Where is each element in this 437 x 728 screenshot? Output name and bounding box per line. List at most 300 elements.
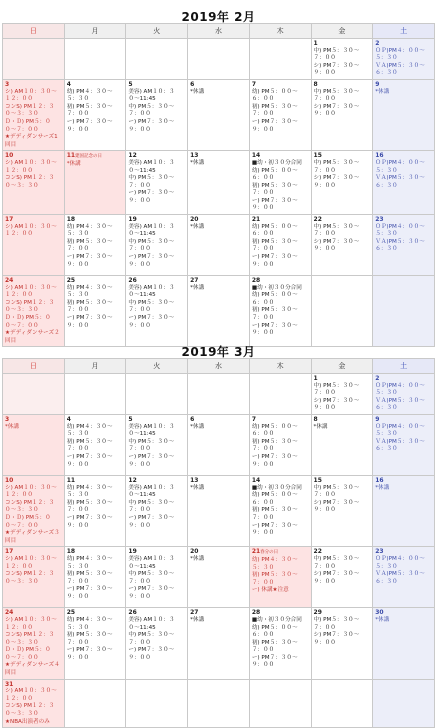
day-cell xyxy=(64,679,126,728)
class-entry: *休講 xyxy=(190,159,205,166)
day-cell xyxy=(64,215,126,276)
feb-calendar xyxy=(2,23,435,347)
day-number: 12 xyxy=(128,476,137,484)
class-entry: 初) PM５：３０〜７：００ xyxy=(66,238,113,253)
class-entry: ■幼・初３０分合同 xyxy=(251,284,302,291)
feb-weekday-header: 金 xyxy=(311,24,373,39)
day-cell xyxy=(3,39,65,80)
class-entry: 美容) AM１０：３０〜11:45 xyxy=(128,159,175,174)
class-entry: 美容) AM１０：３０〜11:45 xyxy=(128,616,175,631)
day-cell xyxy=(3,475,65,546)
mar-week-row xyxy=(3,475,435,546)
class-entry: 幼) PM５：００〜６：００ xyxy=(251,423,298,438)
class-entry: ＶＡ)PM５：３０〜６：３０ xyxy=(375,62,425,77)
class-entry: ー) PM７：３０〜９：００ xyxy=(251,522,298,537)
day-cell xyxy=(3,679,65,728)
class-entry: シ) AM１０：３０〜１２：００ xyxy=(5,484,57,499)
day-cell xyxy=(373,215,435,276)
class-entry: 初) PM５：３０〜７：００ xyxy=(66,299,113,314)
day-cell xyxy=(126,215,188,276)
class-entry: ー) PM７：３０〜９：００ xyxy=(128,647,175,661)
class-entry: 幼) PM４：３０〜５：３０ xyxy=(66,284,113,299)
class-entry: *休講 xyxy=(190,223,205,230)
day-number: 11 xyxy=(66,152,76,160)
class-entry: 初) PM５：３０〜７：００ xyxy=(251,507,298,521)
class-entry: ★デディダンサーズ２回目 xyxy=(5,330,60,344)
class-entry: 美容) AM１０：３０〜11:45 xyxy=(128,88,175,103)
holiday-note: 建国記念の日 xyxy=(75,154,103,160)
day-cell xyxy=(64,414,126,475)
day-cell xyxy=(311,215,373,276)
class-entry: コンS) PM１２：３０〜３：３０ xyxy=(5,632,55,646)
day-number: 12 xyxy=(128,152,137,160)
class-entry: コンS) PM１２：３０〜３：３０ xyxy=(5,103,55,118)
mar-week-row xyxy=(3,679,435,728)
day-number: 9 xyxy=(375,80,380,88)
day-cell xyxy=(126,39,188,80)
class-entry: *休講 xyxy=(190,484,205,491)
class-entry: ー) PM７：３０〜９：００ xyxy=(66,586,113,600)
class-entry: 幼) PM４：３０〜５：３０ xyxy=(66,223,113,238)
mar-weekday-header: 日 xyxy=(3,359,65,374)
class-entry: 美容) AM１０：３０〜11:45 xyxy=(128,484,175,499)
mar-week-row xyxy=(3,414,435,475)
class-entry: Ｄ・Ｄ) PM５：００〜７：００ xyxy=(5,315,51,329)
class-entry: 中) PM５：３０〜７：００ xyxy=(313,88,360,103)
class-entry: 中) PM５：３０〜７：００ xyxy=(128,175,175,189)
class-entry: 中) PM５：３０〜７：００ xyxy=(313,555,360,570)
day-cell xyxy=(373,151,435,215)
day-cell xyxy=(3,215,65,276)
class-entry: 初) PM５：３０〜７：００ xyxy=(251,103,298,118)
class-entry: ー) PM７：３０〜９：００ xyxy=(66,647,113,661)
day-cell xyxy=(249,215,311,276)
mar-week-row xyxy=(3,547,435,608)
feb-weekday-header: 月 xyxy=(64,24,126,39)
day-cell xyxy=(249,414,311,475)
class-entry: 幼) PM４：３０〜５：３０ xyxy=(66,555,113,570)
day-cell xyxy=(3,276,65,347)
class-entry: ■幼・初３０分合同 xyxy=(251,616,302,623)
class-entry: ＶＡ)PM５：３０〜６：３０ xyxy=(375,438,425,453)
class-entry: ★デディダンサーズ1回目 xyxy=(5,134,58,148)
day-number: 1 xyxy=(313,375,318,382)
day-number: 2 xyxy=(375,375,380,382)
day-cell xyxy=(126,374,188,415)
day-number: 8 xyxy=(313,415,318,423)
day-number: 14 xyxy=(251,152,261,160)
day-number: 20 xyxy=(190,548,199,556)
day-number: 3 xyxy=(5,415,10,423)
feb-weekday-header: 水 xyxy=(188,24,250,39)
feb-weekday-header: 土 xyxy=(373,24,435,39)
day-cell xyxy=(64,79,126,150)
day-cell xyxy=(126,414,188,475)
class-entry: シ) AM１０：３０〜１２：００ xyxy=(5,88,57,103)
day-number: 18 xyxy=(66,548,76,556)
feb-week-row xyxy=(3,151,435,215)
class-entry: シ) AM１０：３０〜１２：００ xyxy=(5,688,57,702)
day-number: 21 xyxy=(251,548,261,556)
day-cell xyxy=(311,374,373,415)
mar-month-title: 2019年 3月 xyxy=(181,345,256,359)
day-number: 31 xyxy=(5,680,14,688)
class-entry: Ｄ・Ｄ) PM５：００〜７：００ xyxy=(5,647,51,661)
class-entry: 美容) AM１０：３０〜11:45 xyxy=(128,223,175,238)
day-number: 16 xyxy=(375,152,384,160)
day-number: 22 xyxy=(313,548,322,556)
day-number: 25 xyxy=(66,609,76,617)
class-entry: 初) PM５：３０〜７：００ xyxy=(251,182,298,197)
day-cell xyxy=(126,475,188,546)
class-entry: ー) PM７：３０〜９：００ xyxy=(251,453,298,468)
day-cell xyxy=(373,79,435,150)
day-number: 27 xyxy=(190,609,199,617)
day-cell xyxy=(249,679,311,728)
class-entry: ■幼・初３０分合同 xyxy=(251,159,302,166)
feb-week-row xyxy=(3,276,435,347)
day-number: 10 xyxy=(5,152,14,160)
day-number: 4 xyxy=(66,415,71,423)
class-entry: 初) PM５：３０〜７：００ xyxy=(66,438,113,453)
day-cell xyxy=(311,414,373,475)
class-entry: シ) PM７：３０〜９：００ xyxy=(313,62,360,77)
class-entry: ＯＰ)PM４：００〜５：３０ xyxy=(375,223,425,238)
feb-month-title: 2019年 2月 xyxy=(181,10,256,24)
day-number: 29 xyxy=(313,609,322,617)
day-cell xyxy=(64,547,126,608)
class-entry: 初) PM５：３０〜７：００ xyxy=(66,499,113,514)
class-entry: 初) PM５：３０〜７：００ xyxy=(251,639,298,654)
day-cell xyxy=(64,151,126,215)
day-cell xyxy=(64,475,126,546)
class-entry: 中) PM５：３０〜７：００ xyxy=(313,159,360,174)
day-cell xyxy=(311,547,373,608)
class-entry: *休講 xyxy=(190,423,205,430)
class-entry: 幼) PM５：００〜６：００ xyxy=(251,167,298,182)
class-entry: ー) PM７：３０〜９：００ xyxy=(128,254,175,268)
class-entry: 中) PM５：３０〜７：００ xyxy=(128,103,175,118)
class-entry: ー) PM７：３０〜９：００ xyxy=(251,254,298,268)
class-entry: 幼) PM４：３０〜５：３０ xyxy=(251,556,298,571)
class-entry: ＶＡ)PM５：３０〜６：３０ xyxy=(375,571,425,585)
class-entry: 幼) PM５：００〜６：００ xyxy=(251,492,298,506)
day-cell xyxy=(311,39,373,80)
class-entry: ＯＰ)PM４：００〜５：３０ xyxy=(375,423,425,438)
feb-week-row xyxy=(3,39,435,80)
day-cell xyxy=(3,414,65,475)
day-number: 23 xyxy=(375,548,384,556)
class-entry: ＯＰ)PM４：００〜５：３０ xyxy=(375,47,425,62)
day-number: 27 xyxy=(190,277,199,285)
class-entry: ー) PM７：３０〜９：００ xyxy=(66,453,113,468)
class-entry: ★デディダンサーズ４回目 xyxy=(5,662,60,677)
class-entry: *休講 xyxy=(313,423,328,430)
day-number: 8 xyxy=(313,80,318,88)
day-number: 22 xyxy=(313,216,322,224)
day-cell xyxy=(188,679,250,728)
class-entry: シ) PM７：３０〜９：００ xyxy=(313,103,360,118)
mar-week-row xyxy=(3,374,435,415)
day-number: 18 xyxy=(66,216,76,224)
class-entry: ー) PM７：３０〜９：００ xyxy=(66,254,113,268)
day-cell xyxy=(3,151,65,215)
day-cell xyxy=(249,276,311,347)
day-cell xyxy=(249,374,311,415)
class-entry: 中) PM５：３０〜７：００ xyxy=(128,632,175,646)
day-cell xyxy=(64,276,126,347)
day-number: 19 xyxy=(128,548,137,556)
class-entry: 初) PM５：３０〜７：００ xyxy=(251,438,298,453)
day-cell xyxy=(188,608,250,679)
day-cell xyxy=(64,39,126,80)
class-entry: シ) PM７：３０〜９：００ xyxy=(313,499,360,514)
class-entry: ＯＰ)PM４：００〜５：３０ xyxy=(375,159,425,174)
class-entry: 初) PM５：３０〜７：００ xyxy=(66,103,113,118)
day-number: 1 xyxy=(313,40,318,47)
class-entry: ＯＰ)PM４：００〜５：３０ xyxy=(375,555,425,570)
class-entry: ■幼・初３０分合同 xyxy=(251,484,302,491)
holiday-note: 春分の日 xyxy=(260,550,279,556)
day-cell xyxy=(126,276,188,347)
class-entry: シ) AM１０：３０〜１２：００ xyxy=(5,555,57,570)
feb-weekday-header: 木 xyxy=(249,24,311,39)
class-entry: *休講 xyxy=(190,555,205,562)
day-cell xyxy=(311,475,373,546)
class-entry: 中) PM５：３０〜７：００ xyxy=(128,571,175,585)
class-entry: ＶＡ)PM５：３０〜６：３０ xyxy=(375,238,425,253)
class-entry: シ) PM７：３０〜９：００ xyxy=(313,571,360,585)
class-entry: ー) PM７：３０〜９：００ xyxy=(66,118,113,133)
day-number: 6 xyxy=(190,80,195,88)
class-entry: シ) PM７：３０〜９：００ xyxy=(313,238,360,253)
day-cell xyxy=(373,276,435,347)
day-cell xyxy=(126,608,188,679)
day-number: 28 xyxy=(251,277,261,285)
class-entry: *休講 xyxy=(190,284,205,291)
class-entry: ー) PM７：３０〜９：００ xyxy=(66,315,113,329)
class-entry: 幼) PM４：３０〜５：３０ xyxy=(66,616,113,631)
class-entry: *休講 xyxy=(375,616,390,623)
class-entry: 初) PM５：３０〜７：００ xyxy=(66,571,113,585)
feb-weekday-header: 日 xyxy=(3,24,65,39)
class-entry: シ) PM７：３０〜９：００ xyxy=(313,175,360,189)
class-entry: ー) PM７：３０〜９：００ xyxy=(128,453,175,468)
class-entry: *休講 xyxy=(375,484,390,491)
class-entry: ＶＡ)PM５：３０〜６：３０ xyxy=(375,175,425,189)
mar-weekday-header: 火 xyxy=(126,359,188,374)
day-cell xyxy=(126,151,188,215)
class-entry: ー) PM７：３０〜９：００ xyxy=(251,118,298,133)
day-cell xyxy=(249,151,311,215)
class-entry: ー) PM７：３０〜９：００ xyxy=(128,315,175,329)
day-cell xyxy=(3,547,65,608)
mar-weekday-header: 土 xyxy=(373,359,435,374)
class-entry: Ｄ・Ｄ) PM５：００〜７：００ xyxy=(5,118,51,133)
class-entry: シ) AM１０：３０〜１２：００ xyxy=(5,223,57,238)
class-entry: ー) PM７：３０〜９：００ xyxy=(251,322,298,337)
day-cell xyxy=(126,79,188,150)
class-entry: 中) PM５：３０〜７：００ xyxy=(313,223,360,238)
class-entry: 初) PM５：３０〜７：００ xyxy=(66,632,113,646)
day-number: 17 xyxy=(5,548,14,556)
day-cell xyxy=(188,475,250,546)
day-number: 9 xyxy=(375,415,380,423)
day-number: 7 xyxy=(251,415,256,423)
day-number: 14 xyxy=(251,476,261,484)
class-entry: 美容) AM１０：３０〜11:45 xyxy=(128,423,175,438)
day-number: 25 xyxy=(66,277,76,285)
day-number: 13 xyxy=(190,476,199,484)
class-entry: ー) PM７：３０〜９：００ xyxy=(128,190,175,204)
class-entry: ＶＡ)PM５：３０〜６：３０ xyxy=(375,397,425,412)
day-number: 16 xyxy=(375,476,384,484)
day-cell xyxy=(311,679,373,728)
class-entry: コンS) PM１２：３０〜３：３０ xyxy=(5,571,55,585)
class-entry: *休講 xyxy=(190,616,205,623)
class-entry: 幼) PM５：００〜６：００ xyxy=(251,88,298,103)
day-cell xyxy=(373,679,435,728)
day-number: 5 xyxy=(128,415,133,423)
day-cell xyxy=(373,414,435,475)
day-cell xyxy=(373,547,435,608)
day-number: 7 xyxy=(251,80,256,88)
feb-weekday-header: 火 xyxy=(126,24,188,39)
class-entry: シ) AM１０：３０〜１２：００ xyxy=(5,159,57,174)
class-entry: シ) PM７：３０〜９：００ xyxy=(313,397,360,412)
day-cell xyxy=(188,276,250,347)
class-entry: 初) PM５：３０〜７：００ xyxy=(251,572,298,586)
class-entry: コンS) PM１２：３０〜３：３０ xyxy=(5,703,55,718)
day-cell xyxy=(3,608,65,679)
class-entry: ＯＰ)PM４：００〜５：３０ xyxy=(375,382,425,397)
class-entry: 中) PM５：３０〜７：００ xyxy=(128,499,175,514)
day-cell xyxy=(188,374,250,415)
class-entry: シ) AM１０：３０〜１２：００ xyxy=(5,616,57,631)
day-cell xyxy=(64,608,126,679)
day-cell xyxy=(373,39,435,80)
day-number: 11 xyxy=(66,476,76,484)
day-number: 26 xyxy=(128,609,137,617)
class-entry: シ) PM７：３０〜９：００ xyxy=(313,632,360,646)
day-number: 19 xyxy=(128,216,137,224)
day-cell xyxy=(249,39,311,80)
day-number: 4 xyxy=(66,80,71,88)
day-number: 15 xyxy=(313,152,322,160)
day-cell xyxy=(188,39,250,80)
day-number: 10 xyxy=(5,476,14,484)
day-cell xyxy=(126,679,188,728)
day-cell xyxy=(373,475,435,546)
day-number: 13 xyxy=(190,152,199,160)
mar-weekday-header: 金 xyxy=(311,359,373,374)
class-entry: 幼) PM４：３０〜５：３０ xyxy=(66,88,113,103)
class-entry: 幼) PM５：００〜６：００ xyxy=(251,292,298,306)
day-number: 6 xyxy=(190,415,195,423)
mar-calendar xyxy=(2,358,435,728)
class-entry: コンS) PM１２：３０〜３：３０ xyxy=(5,499,55,514)
day-cell xyxy=(373,608,435,679)
class-entry: ★NBA出演者のみ xyxy=(5,718,50,725)
day-number: 30 xyxy=(375,609,384,617)
day-cell xyxy=(373,374,435,415)
feb-week-row xyxy=(3,79,435,150)
class-entry: *休講 xyxy=(5,423,19,430)
class-entry: 中) PM５：３０〜７：００ xyxy=(128,299,175,314)
class-entry: 中) PM５：３０〜７：００ xyxy=(313,484,360,499)
day-number: 21 xyxy=(251,216,261,224)
day-cell xyxy=(126,547,188,608)
class-entry: 中) PM５：３０〜７：００ xyxy=(128,438,175,453)
day-cell xyxy=(3,374,65,415)
class-entry: 幼) PM５：００〜６：００ xyxy=(251,624,298,639)
day-number: 5 xyxy=(128,80,133,88)
day-cell xyxy=(249,79,311,150)
day-cell xyxy=(311,276,373,347)
class-entry: ー) PM７：３０〜９：００ xyxy=(128,586,175,600)
class-entry: コンS) PM１２：３０〜３：３０ xyxy=(5,299,55,314)
day-cell xyxy=(249,475,311,546)
class-entry: Ｄ・Ｄ) PM５：００〜７：００ xyxy=(5,514,51,529)
day-cell xyxy=(3,79,65,150)
day-cell xyxy=(311,151,373,215)
class-entry: シ) AM１０：３０〜１２：００ xyxy=(5,284,57,299)
day-cell xyxy=(188,215,250,276)
class-entry: 中) PM５：３０〜７：００ xyxy=(128,238,175,253)
day-number: 3 xyxy=(5,80,10,88)
class-entry: 初) PM５：３０〜７：００ xyxy=(251,307,298,322)
class-entry: 中) PM５：３０〜７：００ xyxy=(313,382,360,397)
class-entry: ー) PM７：３０〜９：００ xyxy=(128,118,175,133)
class-entry: 美容) AM１０：３０〜11:45 xyxy=(128,284,175,299)
day-cell xyxy=(188,414,250,475)
class-entry: ー) PM７：３０〜９：００ xyxy=(66,514,113,529)
class-entry: ー) PM７：３０〜９：００ xyxy=(251,197,298,212)
day-number: 24 xyxy=(5,609,14,617)
day-number: 17 xyxy=(5,216,14,224)
day-number: 15 xyxy=(313,476,322,484)
class-entry: 幼) PM４：３０〜５：３０ xyxy=(66,484,113,499)
day-number: 2 xyxy=(375,40,380,47)
day-cell xyxy=(188,79,250,150)
day-cell xyxy=(311,79,373,150)
class-entry: *休講 xyxy=(190,88,205,95)
mar-weekday-header: 水 xyxy=(188,359,250,374)
class-entry: 中) PM５：３０〜７：００ xyxy=(313,616,360,631)
class-entry: ー) 休講★注意 xyxy=(251,587,289,594)
class-entry: 幼) PM４：３０〜５：３０ xyxy=(66,423,113,438)
class-entry: ★デディダンサーズ３回目 xyxy=(5,530,60,544)
mar-week-row xyxy=(3,608,435,679)
day-cell xyxy=(188,151,250,215)
mar-weekday-header: 月 xyxy=(64,359,126,374)
class-entry: 初) PM５：３０〜７：００ xyxy=(251,238,298,253)
day-number: 20 xyxy=(190,216,199,224)
day-number: 23 xyxy=(375,216,384,224)
class-entry: *休講 xyxy=(375,88,390,95)
class-entry: 美容) AM１０：３０〜11:45 xyxy=(128,555,175,570)
class-entry: 幼) PM５：００〜６：００ xyxy=(251,223,298,238)
class-entry: ー) PM７：３０〜９：００ xyxy=(251,654,298,669)
day-cell xyxy=(311,608,373,679)
class-entry: *休講 xyxy=(66,160,81,167)
day-cell xyxy=(64,374,126,415)
mar-weekday-header: 木 xyxy=(249,359,311,374)
class-entry: 中) PM５：３０〜７：００ xyxy=(313,47,360,62)
day-cell xyxy=(249,547,311,608)
day-number: 28 xyxy=(251,609,261,617)
day-number: 26 xyxy=(128,277,137,285)
